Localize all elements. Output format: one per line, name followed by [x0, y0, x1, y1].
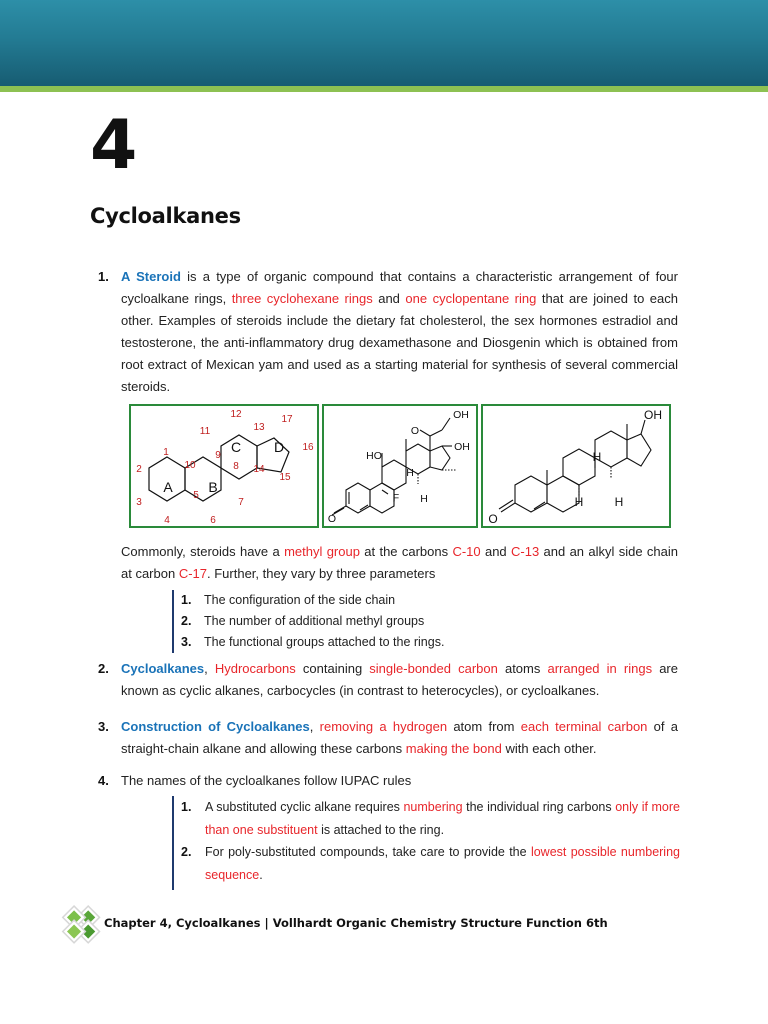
atom-number: 4: [164, 515, 170, 526]
list-item-number: 3.: [181, 635, 192, 649]
item-1-text: is a type of organic compound that contains a characteristic arrangement of four cycloalkane rings,: [121, 269, 678, 306]
paragraph-highlight: only if more than one substituent: [205, 800, 680, 837]
paragraph-highlight: C-10: [452, 544, 481, 559]
structure-label: OH: [453, 409, 469, 421]
paragraph-text: For poly-substituted compounds, take care to provide the: [205, 845, 531, 859]
construction-term: Construction of Cycloalkanes: [121, 719, 310, 734]
paragraph-text: is attached to the ring.: [317, 823, 445, 837]
paragraph-text: and an alkyl side chain at carbon: [121, 544, 678, 581]
paragraph-text: Commonly, steroids have a: [121, 544, 285, 559]
diamond-logo-icon: [54, 900, 104, 961]
atom-number: 7: [238, 497, 244, 508]
atom-number: 9: [215, 450, 221, 461]
item-3-number: 3.: [98, 719, 109, 734]
structure-label: OH: [454, 441, 470, 453]
paragraph-highlight: single-bonded carbon: [369, 661, 498, 676]
atom-number: 3: [136, 497, 142, 508]
paragraph-text: containing: [295, 661, 370, 676]
item-1-highlight: one cyclopentane ring: [405, 291, 537, 306]
paragraph-text: ,: [204, 661, 215, 676]
item-1-text: and: [372, 291, 406, 306]
chapter-number: 4: [90, 106, 138, 185]
paragraph-text: are known as cyclic alkanes, carbocycles (in contrast to heterocycles), or cycloalkanes.: [121, 661, 678, 698]
paragraph-text: atoms: [497, 661, 548, 676]
item-3-paragraph: [121, 716, 678, 760]
steroid-numbering-figure: [129, 404, 319, 528]
item-4-paragraph: The names of the cycloalkanes follow IUPAC rules: [121, 773, 412, 788]
atom-number: 13: [253, 422, 265, 433]
iupac-rules-list: [172, 796, 681, 890]
list-item-number: 1.: [181, 593, 192, 607]
item-4-number: 4.: [98, 773, 109, 788]
list-item-text: [205, 841, 680, 887]
structure-label: O: [410, 425, 420, 437]
ring-label-c: C: [230, 439, 242, 455]
list-item-text: The functional groups attached to the rings.: [204, 635, 445, 649]
atom-number: 12: [230, 409, 242, 420]
steroid-parameters-paragraph: [121, 541, 678, 585]
ring-label-b: B: [208, 479, 218, 495]
steroid-parameters-list: [172, 590, 445, 653]
steroid-term: A Steroid: [121, 269, 181, 284]
atom-number: 2: [136, 464, 142, 475]
atom-number: 8: [233, 461, 239, 472]
structure-label: H: [592, 450, 602, 464]
list-item: [174, 796, 681, 842]
paragraph-highlight: Hydrocarbons: [214, 661, 296, 676]
structure-label: O: [327, 513, 337, 525]
item-1-text: that are joined to each other. Examples of steroids include the dietary fat cholesterol, the sex hormones estradiol and testosterone, the anti-inflammatory drug dexamethasone and Diosgenin which is obtained from root extract of Mexican yam and used as a starting material for synthesis of several commercial steroids.: [121, 291, 678, 394]
item-2-number: 2.: [98, 661, 109, 676]
atom-number: 11: [199, 426, 211, 437]
list-item-number: 2.: [181, 614, 192, 628]
paragraph-highlight: making the bond: [405, 741, 502, 756]
paragraph-highlight: each terminal carbon: [520, 719, 648, 734]
steroid-skeleton-diagram: [131, 406, 317, 526]
structure-label: H: [614, 495, 624, 509]
list-item-number: 2.: [181, 845, 192, 859]
footer-text: Chapter 4, Cycloalkanes | Vollhardt Organic Chemistry Structure Function 6th: [104, 916, 608, 930]
structure-label: HO: [366, 450, 382, 462]
paragraph-text: with each other.: [501, 741, 597, 756]
paragraph-highlight: arranged in rings: [547, 661, 653, 676]
dexamethasone-structure-diagram: [324, 406, 476, 526]
paragraph-text: ,: [309, 719, 320, 734]
list-item-text: [205, 796, 680, 842]
paragraph-text: atom from: [447, 719, 521, 734]
list-item: [174, 841, 681, 887]
list-item-number: 1.: [181, 800, 192, 814]
paragraph-text: at the carbons: [359, 544, 453, 559]
chapter-title: Cycloalkanes: [90, 204, 241, 228]
structure-label: OH: [644, 408, 662, 422]
atom-number: 6: [210, 515, 216, 526]
header-rule: [0, 86, 768, 92]
testosterone-structure-diagram: [483, 406, 669, 526]
paragraph-text: A substituted cyclic alkane requires: [205, 800, 404, 814]
item-1-paragraph: [121, 266, 678, 398]
list-item-text: The number of additional methyl groups: [204, 614, 425, 628]
atom-number: 10: [184, 460, 196, 471]
paragraph-text: . Further, they vary by three parameters: [207, 566, 436, 581]
item-2-paragraph: [121, 658, 678, 702]
paragraph-highlight: removing a hydrogen: [319, 719, 448, 734]
paragraph-text: .: [259, 868, 263, 882]
atom-number: 16: [302, 442, 314, 453]
cycloalkanes-term: Cycloalkanes: [121, 661, 205, 676]
paragraph-highlight: numbering: [403, 800, 463, 814]
ring-label-a: A: [163, 479, 173, 495]
paragraph-highlight: lowest possible numbering sequence: [205, 845, 680, 882]
structure-label: F: [392, 492, 400, 504]
ring-label-d: D: [273, 439, 285, 455]
atom-number: 15: [279, 472, 291, 483]
atom-number: 14: [253, 464, 265, 475]
structure-label: O: [488, 512, 498, 526]
paragraph-text: and: [480, 544, 512, 559]
list-item-text: The configuration of the side chain: [204, 593, 396, 607]
dexamethasone-figure: [322, 404, 478, 528]
structure-label: H: [406, 467, 414, 479]
atom-number: 1: [163, 447, 169, 458]
testosterone-figure: [481, 404, 671, 528]
paragraph-text: the individual ring carbons: [462, 800, 616, 814]
paragraph-highlight: C-13: [511, 544, 540, 559]
paragraph-text: of a straight-chain alkane and allowing these carbons: [121, 719, 678, 756]
item-1-number: 1.: [98, 269, 109, 284]
item-1-highlight: three cyclohexane rings: [231, 291, 373, 306]
atom-number: 17: [281, 414, 293, 425]
header-band: [0, 0, 768, 86]
paragraph-highlight: methyl group: [284, 544, 360, 559]
structure-label: H: [420, 493, 428, 505]
structure-label: H: [574, 495, 584, 509]
atom-number: 5: [193, 490, 199, 501]
paragraph-highlight: C-17: [178, 566, 208, 581]
